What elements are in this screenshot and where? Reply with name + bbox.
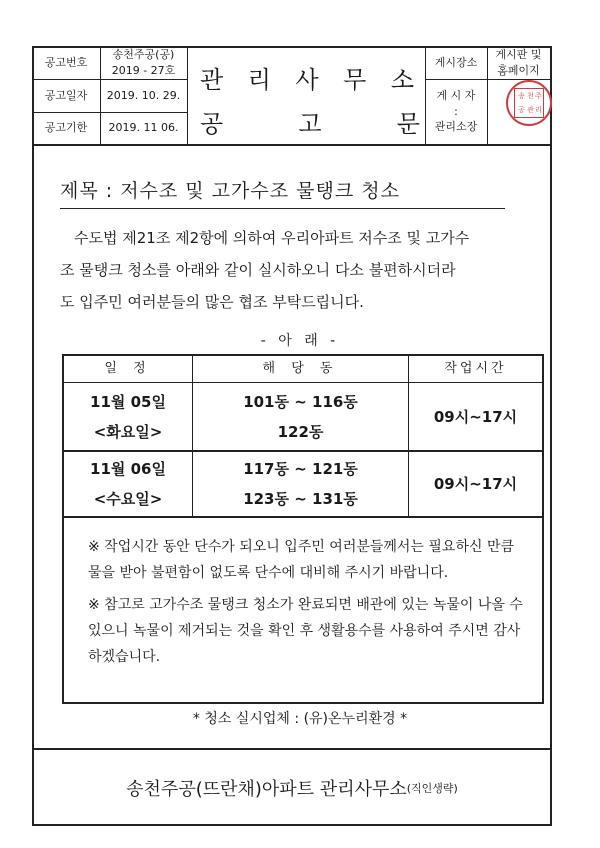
row-dong: 123동 ~ 131동 (243, 490, 358, 508)
seal-char: 천 (527, 92, 534, 100)
seal-char: 송 (518, 92, 525, 100)
notice-period-value: 2019. 11 06. (108, 121, 179, 135)
notice-date-label: 공고일자 (44, 88, 88, 102)
table-header-dong: 해 당 동 (262, 361, 339, 376)
header-title-line2 (200, 104, 420, 139)
table-header-time: 작업시간 (444, 361, 507, 376)
notes-box (62, 518, 544, 704)
notice-body (60, 222, 510, 318)
row-dong: 101동 ~ 116동 (243, 392, 358, 411)
table-row-2-dong (193, 452, 408, 516)
table-header-date: 일 정 (104, 361, 152, 376)
title-char: 관 (200, 66, 230, 94)
row-day: <화요일> (93, 422, 163, 441)
title-char: 고 (298, 110, 322, 138)
seal-char: 관 (527, 106, 534, 114)
details-heading: - 아 래 - (260, 333, 340, 349)
post-location-line2: 홈페이지 (497, 63, 540, 77)
row-dong: 117동 ~ 121동 (243, 460, 358, 478)
seal-inner (514, 88, 544, 118)
poster-colon: : (454, 104, 458, 118)
post-location-line1: 게시판 및 (495, 48, 542, 62)
poster-value: 관리소장 (434, 120, 478, 134)
title-char: 소 (390, 66, 420, 94)
table-row-1-date (64, 383, 192, 450)
notice-footer (32, 748, 552, 826)
seal-char: 주 (535, 92, 542, 100)
official-seal-icon (506, 80, 552, 126)
note-item: ※ 참고로 고가수조 물탱크 청소가 완료되면 배관에 있는 녹물이 나올 수 있으니 녹물이 제거되는 것을 확인 후 생활용수를 사용하여 주시면 감사하겠습니다. (88, 597, 523, 665)
row-date: 11월 06일 (90, 460, 166, 478)
row-dong: 122동 (277, 422, 324, 441)
row-day: <수요일> (93, 490, 163, 508)
title-char: 공 (200, 110, 224, 138)
header-title-line1 (200, 60, 420, 95)
notice-no-line1: 송천주공(공) (112, 48, 175, 62)
title-char: 사 (295, 66, 325, 94)
notice-period-label: 공고기한 (44, 121, 88, 135)
row-date: 11월 05일 (90, 392, 166, 411)
notice-no-label: 공고번호 (44, 55, 88, 69)
post-location-value (487, 46, 550, 79)
notice-date-value: 2019. 10. 29. (106, 88, 181, 102)
note-item: ※ 작업시간 동안 단수가 되오니 입주민 여러분들께서는 필요하신 만큼 물을 받아 불편함이 없도록 단수에 대비해 주시기 바랍니다. (88, 539, 515, 581)
notice-subject: 제목 : 저수조 및 고가수조 물탱크 청소 (60, 170, 505, 209)
table-row-1-dong (193, 383, 408, 450)
poster-cell (425, 79, 487, 144)
title-char: 문 (396, 110, 420, 138)
vendor-line: * 청소 실시업체 : (유)온누리환경 * (192, 711, 408, 727)
poster-label: 게 시 자 (436, 89, 476, 103)
title-char: 무 (343, 66, 373, 94)
footer-note: (직인생략) (406, 782, 458, 795)
table-row-2-time: 09시~17시 (433, 475, 518, 493)
notice-no-line2: 2019 - 27호 (111, 63, 176, 77)
notice-no-value (100, 46, 187, 79)
footer-office: 송천주공(뜨란채)아파트 관리사무소 (126, 779, 407, 800)
table-row-2-date (64, 452, 192, 516)
title-char: 리 (247, 66, 277, 94)
post-location-label: 게시장소 (434, 55, 478, 69)
seal-char: 공 (518, 106, 525, 114)
body-line: 도 입주민 여러분들의 많은 협조 부탁드립니다. (60, 293, 364, 311)
body-line: 조 물탱크 청소를 아래와 같이 실시하오니 다소 불편하시더라 (60, 261, 456, 279)
body-line: 수도법 제21조 제2항에 의하여 우리아파트 저수조 및 고가수 (74, 229, 470, 247)
table-row-1-time: 09시~17시 (433, 407, 518, 426)
schedule-table (62, 354, 544, 518)
seal-char: 리 (535, 106, 542, 114)
